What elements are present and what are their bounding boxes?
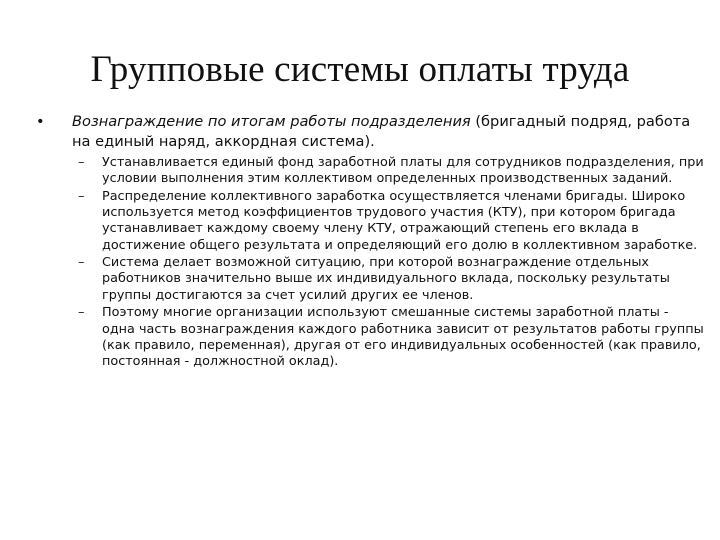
sub-bullet-item (36, 189, 708, 254)
bullet-emphasis-text: Вознаграждение по итогам работы подразделения (72, 113, 471, 130)
sub-bullet-item (36, 305, 708, 370)
sub-bullet-text: Устанавливается единый фонд заработной платы для сотрудников подразделения, при условии выполнения этим коллективом определенных производственных заданий. (102, 155, 704, 187)
sub-bullet-item (36, 255, 708, 304)
dash-marker: – (78, 305, 85, 321)
sub-bullet-text: Поэтому многие организации используют смешанные системы заработной платы - одна часть вознаграждения каждого работника зависит от результатов работы группы (как правило, переменная), другая от его индивидуальных особенностей (как правило, постоянная - должностной оклад). (102, 305, 704, 369)
sub-bullet-item (36, 155, 708, 187)
bullet-marker: • (36, 113, 45, 130)
sub-bullet-list (36, 155, 708, 370)
sub-bullet-text: Распределение коллективного заработка осуществляется членами бригады. Широко используется метод коэффициентов трудового участия (КТУ), при котором бригада устанавливает каждому своему члену КТУ, отражающий степень его вклада в достижение общего результата и определяющий его долю в коллективном заработке. (102, 188, 698, 253)
slide-content (36, 112, 708, 372)
dash-marker: – (78, 255, 85, 271)
main-bullet-item (36, 112, 708, 151)
bullet-rest-text: (бригадный подряд, работа на единый наряд, аккордная система). (72, 113, 691, 150)
dash-marker: – (78, 155, 85, 170)
slide-title: Групповые системы оплаты труда (90, 49, 630, 90)
sub-bullet-text: Система делает возможной ситуацию, при которой вознаграждение отдельных работников значительно выше их индивидуального вклада, поскольку результаты группы достигаются за счет усилий других ее членов. (102, 255, 670, 303)
dash-marker: – (78, 188, 85, 204)
